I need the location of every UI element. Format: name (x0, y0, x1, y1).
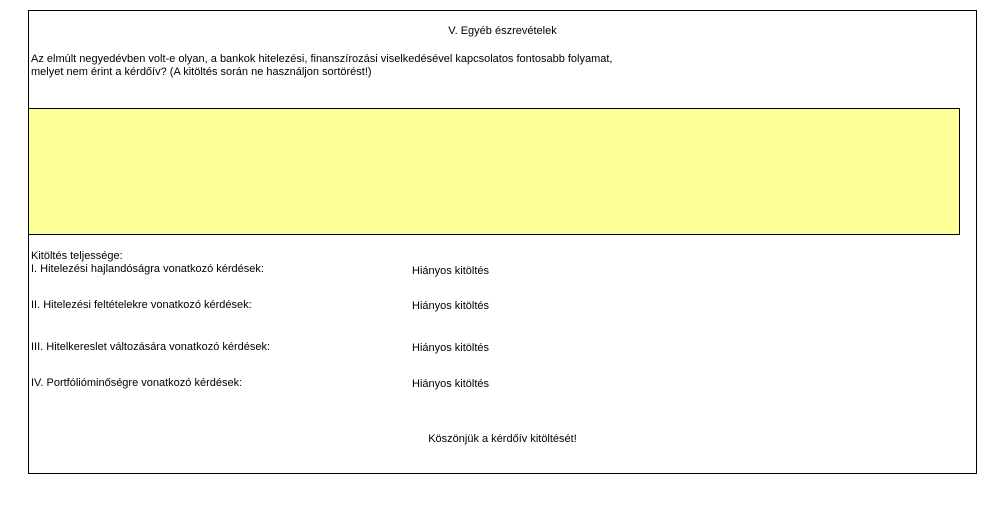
completeness-row-status-3: Hiányos kitöltés (412, 342, 490, 354)
completeness-row-label-4: IV. Portfólióminőségre vonatkozó kérdések: (31, 377, 243, 389)
section-title: V. Egyéb észrevételek (448, 25, 557, 37)
question-text (31, 53, 613, 79)
completeness-row-label-2: II. Hitelezési feltételekre vonatkozó kérdések: (31, 299, 252, 311)
survey-section-frame (28, 10, 977, 474)
completeness-heading: Kitöltés teljessége: (31, 250, 123, 262)
completeness-row-label-3: III. Hitelkereslet változására vonatkozó kérdések: (31, 341, 271, 353)
completeness-row-label-1: I. Hitelezési hajlandóságra vonatkozó kérdések: (31, 263, 264, 275)
completeness-row-status-4: Hiányos kitöltés (412, 378, 490, 390)
question-line-2: melyet nem érint a kérdőív? (A kitöltés során ne használjon sortörést!) (31, 66, 372, 78)
answer-input-cell[interactable] (28, 108, 960, 235)
completeness-row-status-1: Hiányos kitöltés (412, 265, 490, 277)
completeness-row-status-2: Hiányos kitöltés (412, 300, 490, 312)
thank-you-message: Köszönjük a kérdőív kitöltését! (428, 433, 577, 445)
question-line-1: Az elmúlt negyedévben volt-e olyan, a bankok hitelezési, finanszírozási viselkedésével kapcsolatos fontosabb folyamat, (31, 53, 613, 65)
